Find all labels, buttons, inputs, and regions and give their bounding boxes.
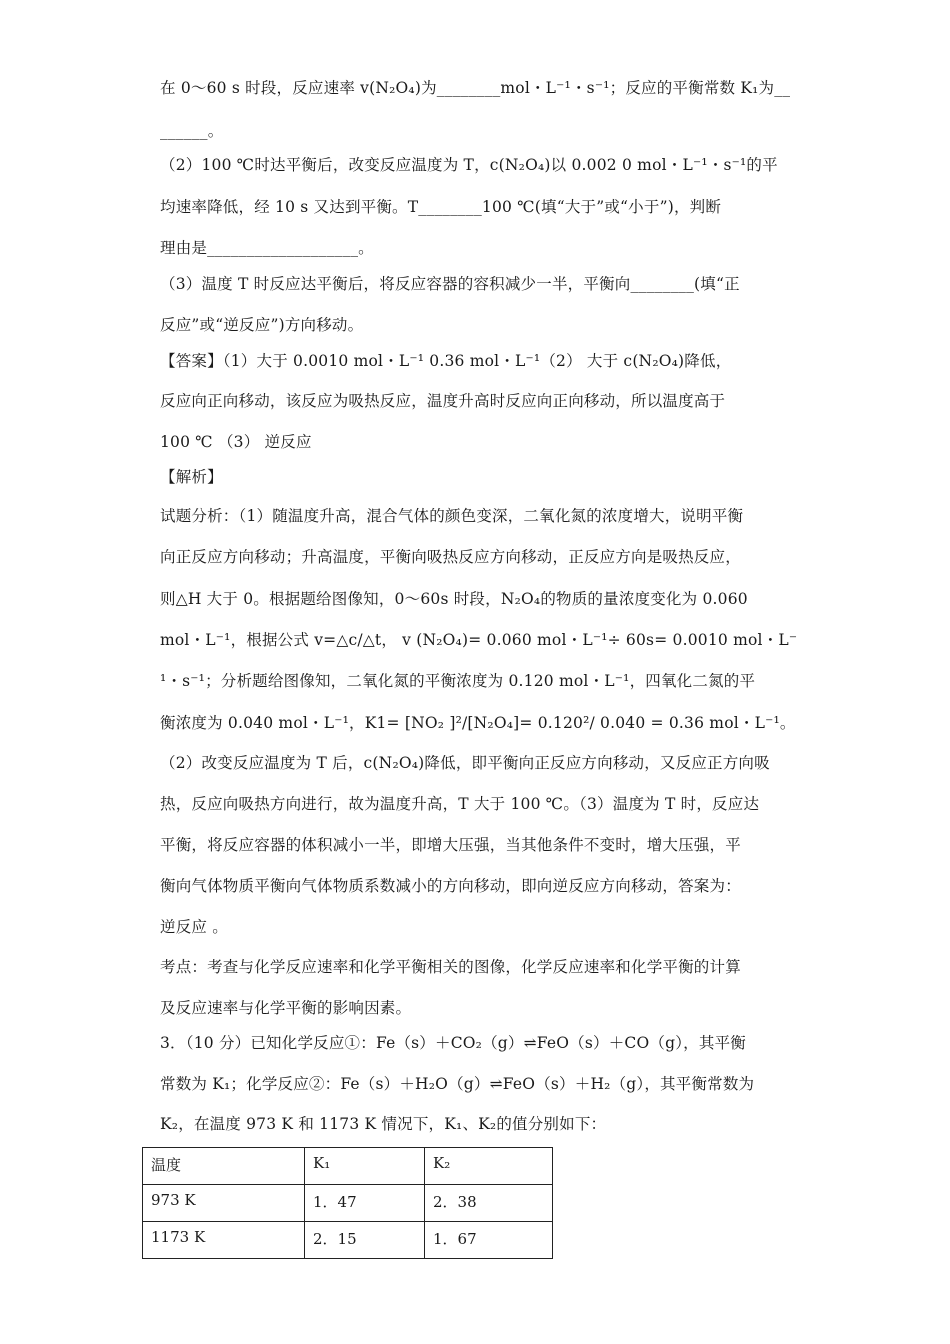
- table-cell: 2．38: [425, 1185, 553, 1222]
- text-line: 衡向气体物质平衡向气体物质系数减小的方向移动，即向逆反应方向移动，答案为：: [160, 877, 741, 895]
- table-cell: 1．47: [305, 1185, 425, 1222]
- table-header-cell: K₂: [425, 1148, 553, 1185]
- text-line: 向正反应方向移动；升高温度，平衡向吸热反应方向移动，正反应方向是吸热反应，: [160, 548, 741, 566]
- table-header-cell: K₁: [305, 1148, 425, 1185]
- text-line: K₂，在温度 973 K 和 1173 K 情况下，K₁、K₂的值分别如下：: [160, 1115, 607, 1133]
- table-header-row: [143, 1148, 553, 1185]
- table-row: [143, 1222, 553, 1259]
- text-line: （3）温度 T 时反应达平衡后，将反应容器的容积减少一半，平衡向________(填“正: [160, 275, 740, 293]
- text-line: 考点：考查与化学反应速率和化学平衡相关的图像，化学反应速率和化学平衡的计算: [160, 958, 741, 976]
- text-line: mol・L⁻¹，根据公式 v=△c/△t， v (N₂O₄)= 0.060 mol・L⁻¹÷ 60s= 0.0010 mol・L⁻: [160, 631, 798, 649]
- text-line: 平衡，将反应容器的体积减小一半，即增大压强，当其他条件不变时，增大压强，平: [160, 836, 741, 854]
- text-line: ¹・s⁻¹；分析题给图像知，二氧化氮的平衡浓度为 0.120 mol・L⁻¹，四氧化二氮的平: [160, 672, 756, 690]
- text-line: （2）100 ℃时达平衡后，改变反应温度为 T，c(N₂O₄)以 0.002 0 mol・L⁻¹・s⁻¹的平: [160, 156, 778, 174]
- text-line: 逆反应 。: [160, 918, 228, 936]
- text-line: 衡浓度为 0.040 mol・L⁻¹，K1= [NO₂ ]²/[N₂O₄]= 0.120²/ 0.040 = 0.36 mol・L⁻¹。: [160, 714, 796, 732]
- text-line: 反应”或“逆反应”)方向移动。: [160, 316, 364, 334]
- table-cell: 1173 K: [143, 1222, 305, 1259]
- text-line: 试题分析：（1）随温度升高，混合气体的颜色变深，二氧化氮的浓度增大，说明平衡: [160, 507, 744, 525]
- text-line: 理由是___________________。: [160, 239, 374, 257]
- text-line: 100 ℃ （3） 逆反应: [160, 433, 312, 451]
- text-line: 热，反应向吸热方向进行，故为温度升高，T 大于 100 ℃。（3）温度为 T 时，反应达: [160, 795, 760, 813]
- table-row: [143, 1185, 553, 1222]
- question-line: 3．（10 分）已知化学反应①：Fe（s）＋CO₂（g）⇌FeO（s）＋CO（g），其平衡: [160, 1034, 746, 1052]
- text-line: 则△H 大于 0。根据题给图像知，0～60s 时段，N₂O₄的物质的量浓度变化为 0.060: [160, 590, 748, 608]
- text-line: 常数为 K₁；化学反应②：Fe（s）＋H₂O（g）⇌FeO（s）＋H₂（g），其平衡常数为: [160, 1075, 755, 1093]
- text-line: 均速率降低，经 10 s 又达到平衡。T________100 ℃(填“大于”或“小于”)，判断: [160, 198, 722, 216]
- table-cell: 973 K: [143, 1185, 305, 1222]
- text-line: （2）改变反应温度为 T 后，c(N₂O₄)降低，即平衡向正反应方向移动，又反应正方向吸: [160, 754, 770, 772]
- table-cell: 2．15: [305, 1222, 425, 1259]
- table-header-cell: 温度: [143, 1148, 305, 1185]
- table-cell: 1．67: [425, 1222, 553, 1259]
- answer-line: 【答案】（1）大于 0.0010 mol・L⁻¹ 0.36 mol・L⁻¹（2） 大于 c(N₂O₄)降低，: [160, 352, 732, 370]
- analysis-heading: 【解析】: [160, 468, 223, 486]
- text-line: 在 0～60 s 时段，反应速率 v(N₂O₄)为________mol・L⁻¹・s⁻¹；反应的平衡常数 K₁为__: [160, 79, 791, 97]
- text-line: ______。: [160, 122, 224, 140]
- equilibrium-constant-table: [142, 1147, 553, 1259]
- text-line: 及反应速率与化学平衡的影响因素。: [160, 999, 412, 1017]
- text-line: 反应向正向移动，该反应为吸热反应，温度升高时反应向正向移动，所以温度高于: [160, 392, 726, 410]
